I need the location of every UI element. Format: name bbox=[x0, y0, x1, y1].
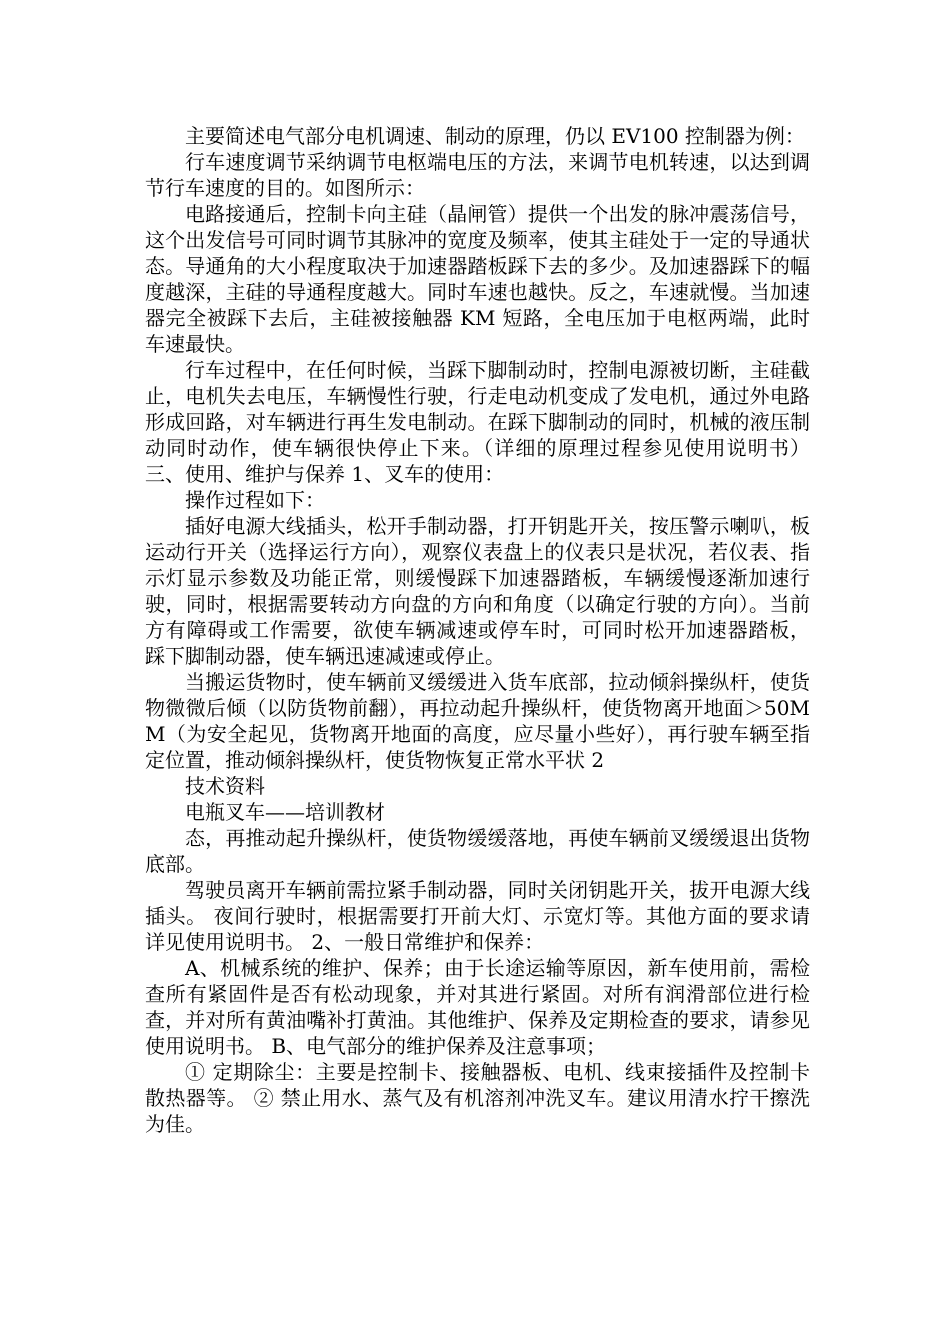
paragraph-training-title: 电瓶叉车——培训教材 bbox=[185, 800, 385, 824]
paragraph-leaving-vehicle: 驾驶员离开车辆前需拉紧手制动器，同时关闭钥匙开关，拔开电源大线插头。 夜间行驶时，根据需要打开前大灯、示宽灯等。其他方面的要求请详见使用说明书。 2、一般日常维护和保养： bbox=[145, 878, 810, 954]
paragraph-mechanical-maintenance: A、机械系统的维护、保养；由于长途运输等原因，新车使用前，需检查所有紧固件是否有松动现象，并对其进行紧固。对所有润滑部位进行检查，并对所有黄油嘴补打黄油。其他维护、保养及定期检查的要求，请参见使用说明书。 B、电气部分的维护保养及注意事项； bbox=[145, 956, 810, 1058]
document-body bbox=[145, 123, 810, 1137]
paragraph-cargo-handling: 当搬运货物时，使车辆前叉缓缓进入货车底部，拉动倾斜操纵杆，使货物微微后倾（以防货物前翻），再拉动起升操纵杆，使货物离开地面＞50MM（为安全起见，货物离开地面的高度，应尽量小些好），再行驶车辆至指定位置，推动倾斜操纵杆，使货物恢复正常水平状 2 bbox=[145, 670, 810, 772]
paragraph-dust-removal: ① 定期除尘：主要是控制卡、接触器板、电机、线束接插件及控制卡散热器等。 ② 禁止用水、蒸气及有机溶剂冲洗叉车。建议用清水拧干擦洗为佳。 bbox=[145, 1060, 810, 1136]
paragraph-braking: 行车过程中，在任何时候，当踩下脚制动时，控制电源被切断，主硅截止，电机失去电压，车辆慢性行驶，行走电动机变成了发电机，通过外电路形成回路，对车辆进行再生发电制动。在踩下脚制动的同时，机械的液压制动同时动作，使车辆很快停止下来。（详细的原理过程参见使用说明书） 三、使用、维护与保养 1、叉车的使用： bbox=[145, 358, 810, 486]
paragraph-operation-heading: 操作过程如下： bbox=[185, 488, 325, 512]
paragraph-tech-data: 技术资料 bbox=[185, 774, 265, 798]
paragraph-speed-regulation: 行车速度调节采纳调节电枢端电压的方法，来调节电机转速，以达到调节行车速度的目的。如图所示： bbox=[145, 150, 810, 200]
paragraph-intro: 主要简述电气部分电机调速、制动的原理，仍以 EV100 控制器为例： bbox=[185, 124, 805, 148]
paragraph-cargo-continued: 态，再推动起升操纵杆，使货物缓缓落地，再使车辆前叉缓缓退出货物底部。 bbox=[145, 826, 810, 876]
paragraph-operation-steps: 插好电源大线插头，松开手制动器，打开钥匙开关，按压警示喇叭，板运动行开关（选择运行方向），观察仪表盘上的仪表只是状况，若仪表、指示灯显示参数及功能正常，则缓慢踩下加速器踏板，车辆缓慢逐渐加速行驶，同时，根据需要转动方向盘的方向和角度（以确定行驶的方向）。当前方有障碍或工作需要，欲使车辆减速或停车时，可同时松开加速器踏板， 踩下脚制动器，使车辆迅速减速或停止。 bbox=[145, 514, 810, 668]
paragraph-circuit: 电路接通后，控制卡向主硅（晶闸管）提供一个出发的脉冲震荡信号，这个出发信号可同时调节其脉冲的宽度及频率，使其主硅处于一定的导通状态。导通角的大小程度取决于加速器踏板踩下去的多少。及加速器踩下的幅度越深，主硅的导通程度越大。同时车速也越快。反之，车速就慢。当加速器完全被踩下去后，主硅被接触器 KM 短路，全电压加于电枢两端，此时车速最快。 bbox=[145, 202, 810, 356]
